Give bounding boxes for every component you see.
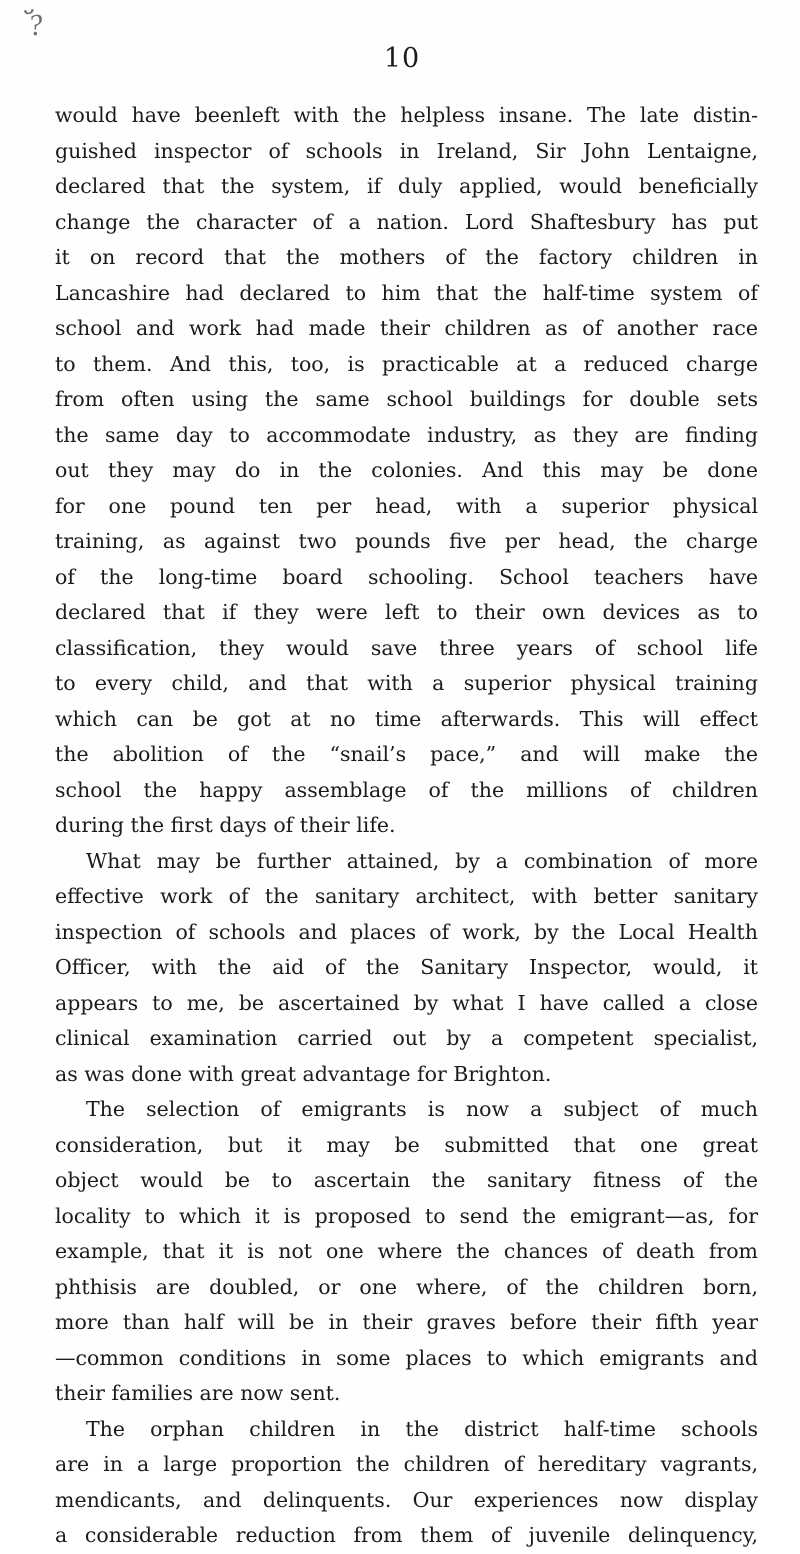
text-line: to them. And this, too, is practicable at a reduced charge: [55, 351, 758, 376]
text-line: inspection of schools and places of work, by the Local Health: [55, 919, 758, 944]
body-text: [55, 98, 758, 1554]
text-line: out they may do in the colonies. And this may be done: [55, 458, 758, 482]
text-line: it on record that the mothers of the factory children in: [55, 245, 758, 269]
text-line: declared that the system, if duly applied, would beneficially: [55, 174, 758, 198]
handwritten-mark: ?ﬞ: [25, 7, 44, 44]
text-line: guished inspector of schools in Ireland, Sir John Lentaigne,: [55, 138, 758, 163]
text-line: effective work of the sanitary architect, with better sanitary: [55, 884, 758, 908]
text-line: are in a large proportion the children of hereditary vagrants,: [55, 1452, 758, 1476]
paragraph-end-line: during the first days of their life.: [55, 813, 396, 837]
page-number: 10: [383, 43, 421, 74]
text-line: the same day to accommodate industry, as they are finding: [55, 422, 758, 447]
text-line: mendicants, and delinquents. Our experiences now display: [55, 1487, 758, 1512]
text-line: Officer, with the aid of the Sanitary Inspector, would, it: [55, 955, 758, 979]
text-line: example, that it is not one where the chances of death from: [55, 1239, 758, 1263]
text-line: change the character of a nation. Lord Shaftesbury has put: [55, 209, 758, 234]
text-line: more than half will be in their graves before their fifth year: [55, 1310, 758, 1334]
text-line: clinical examination carried out by a competent specialist,: [55, 1026, 758, 1050]
text-line: school the happy assemblage of the millions of children: [55, 777, 758, 802]
text-line: Lancashire had declared to him that the half-time system of: [55, 280, 758, 305]
text-line: training, as against two pounds five per head, the charge: [55, 529, 758, 553]
text-line: consideration, but it may be submitted that one great: [55, 1132, 758, 1157]
text-line: school and work had made their children as of another race: [55, 316, 758, 340]
text-line: —common conditions in some places to which emigrants and: [55, 1345, 758, 1370]
text-line: appears to me, be ascertained by what I have called a close: [55, 990, 758, 1015]
text-line: declared that if they were left to their own devices as to: [55, 600, 758, 624]
text-line: for one pound ten per head, with a superior physical: [55, 493, 758, 518]
text-line: classification, they would save three years of school life: [55, 635, 758, 660]
text-line: locality to which it is proposed to send the emigrant—as, for: [55, 1203, 758, 1228]
text-line: a considerable reduction from them of juvenile delinquency,: [55, 1523, 758, 1547]
text-line: to every child, and that with a superior physical training: [55, 671, 758, 695]
text-line: which can be got at no time afterwards. This will effect: [55, 706, 758, 731]
paragraph-end-line: their families are now sent.: [55, 1381, 341, 1405]
paragraph-start-line: The selection of emigrants is now a subject of much: [86, 1097, 758, 1121]
paragraph-start-line: The orphan children in the district half-time schools: [86, 1416, 758, 1441]
paragraph-start-line: What may be further attained, by a combination of more: [86, 848, 758, 873]
text-line: of the long-time board schooling. School teachers have: [55, 564, 758, 589]
paragraph-end-line: as was done with great advantage for Brighton.: [55, 1061, 552, 1086]
text-line: phthisis are doubled, or one where, of the children born,: [55, 1274, 758, 1299]
text-line: would have beenleft with the helpless insane. The late distin-: [55, 103, 758, 127]
text-line: from often using the same school buildings for double sets: [55, 387, 758, 411]
text-line: the abolition of the “snail’s pace,” and will make the: [55, 742, 758, 766]
text-line: object would be to ascertain the sanitary fitness of the: [55, 1168, 758, 1192]
